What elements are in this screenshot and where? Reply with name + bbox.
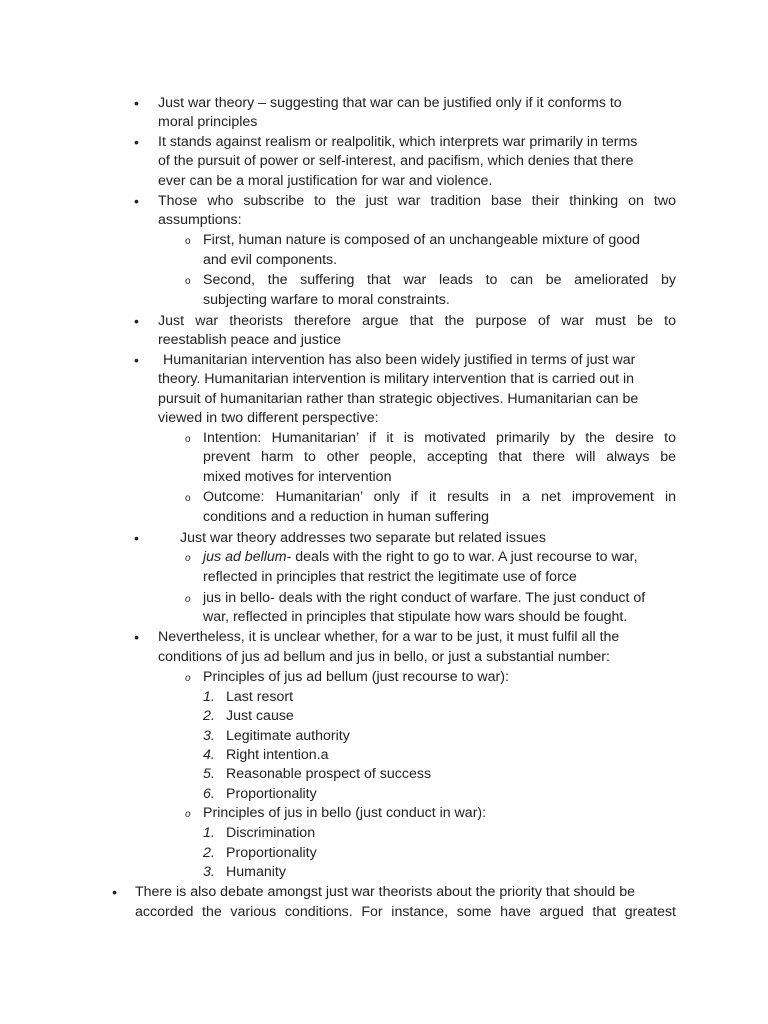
bullet-5-sub-2-line-2: conditions and a reduction in human suffering [203,509,490,525]
bullet-marker: • [134,530,139,546]
bullet-5-line-4: viewed in two different perspective: [158,410,379,426]
bullet-1-line-2: moral principles [158,114,258,130]
sub-bullet-marker: o [185,236,191,247]
bullet-5-sub-1-line-1: Intention: Humanitarian’ if it is motivated primarily by the desire to [203,430,676,446]
bullet-6-line-1: Just war theory addresses two separate but related issues [180,530,546,546]
list-number: 5. [203,766,215,782]
list-item: Discrimination [226,825,316,841]
bullet-marker: • [134,313,139,329]
bullet-8-line-2: accorded the various conditions. For instance, some have argued that greatest [135,904,676,920]
list-number: 4. [203,747,215,763]
list-number: 2. [203,708,215,724]
sub-bullet-marker: o [185,276,191,287]
bullet-marker: • [134,95,139,111]
list-number: 1. [203,689,215,705]
bullet-marker: • [112,884,117,900]
bullet-5-sub-2-line-1: Outcome: Humanitarian’ only if it results in a net improvement in [203,489,676,505]
list-item: Reasonable prospect of success [226,766,432,782]
jus-in-bello-label: Principles of jus in bello (just conduct in war): [203,805,487,821]
sub-bullet-marker: o [185,594,191,605]
bullet-4-line-2: reestablish peace and justice [158,332,341,348]
bullet-3-sub-1-line-2: and evil components. [203,252,338,268]
bullet-3-sub-2-line-1: Second, the suffering that war leads to can be ameliorated by [203,272,676,288]
bullet-3-line-2: assumptions: [158,212,242,228]
list-number: 3. [203,864,215,880]
bullet-marker: • [134,352,139,368]
bullet-6-sub-1-rest: - deals with the right to go to war. A just recourse to war, [286,549,638,565]
bullet-5-line-1: Humanitarian intervention has also been widely justified in terms of just war [163,352,636,368]
list-item: Last resort [226,689,294,705]
list-number: 1. [203,825,215,841]
list-number: 6. [203,786,215,802]
list-item: Legitimate authority [226,728,350,744]
bullet-1-line-1: Just war theory – suggesting that war can be justified only if it conforms to [158,95,622,111]
term-jus-ad-bellum: jus ad bellum [203,549,287,565]
bullet-6-sub-1-line-2: reflected in principles that restrict the legitimate use of force [203,569,577,585]
list-item: Just cause [226,708,294,724]
sub-bullet-marker: o [185,673,191,684]
bullet-5-sub-1-line-3: mixed motives for intervention [203,469,392,485]
bullet-6-sub-2-line-2: war, reflected in principles that stipulate how wars should be fought. [203,609,628,625]
bullet-4-line-1: Just war theorists therefore argue that the purpose of war must be to [158,313,676,329]
bullet-marker: • [134,193,139,209]
jus-ad-bellum-label: Principles of jus ad bellum (just recourse to war): [203,669,509,685]
bullet-marker: • [134,629,139,645]
sub-bullet-marker: o [185,434,191,445]
bullet-7-line-2: conditions of jus ad bellum and jus in bello, or just a substantial number: [158,649,610,665]
list-item: Right intention.a [226,747,329,763]
list-item: Proportionality [226,845,317,861]
bullet-3-sub-1-line-1: First, human nature is composed of an unchangeable mixture of good [203,232,640,248]
bullet-3-line-1: Those who subscribe to the just war tradition base their thinking on two [158,193,676,209]
bullet-2-line-2: of the pursuit of power or self-interest, and pacifism, which denies that there [158,153,634,169]
list-number: 3. [203,728,215,744]
bullet-7-line-1: Nevertheless, it is unclear whether, for a war to be just, it must fulfil all the [158,629,620,645]
bullet-6-sub-1-line-1 [203,548,638,567]
bullet-5-line-2: theory. Humanitarian intervention is military intervention that is carried out in [158,371,635,387]
bullet-marker: • [134,134,139,150]
bullet-2-line-3: ever can be a moral justification for war and violence. [158,173,493,189]
bullet-5-line-3: pursuit of humanitarian rather than strategic objectives. Humanitarian can be [158,391,639,407]
bullet-6-sub-2-line-1: jus in bello- deals with the right conduct of warfare. The just conduct of [203,590,646,606]
sub-bullet-marker: o [185,493,191,504]
bullet-8-line-1: There is also debate amongst just war theorists about the priority that should be [135,884,635,900]
list-item: Humanity [226,864,286,880]
bullet-3-sub-2-line-2: subjecting warfare to moral constraints. [203,292,450,308]
sub-bullet-marker: o [185,809,191,820]
list-item: Proportionality [226,786,317,802]
list-number: 2. [203,845,215,861]
sub-bullet-marker: o [185,553,191,564]
bullet-2-line-1: It stands against realism or realpolitik, which interprets war primarily in terms [158,134,638,150]
bullet-5-sub-1-line-2: prevent harm to other people, accepting that there will always be [203,449,676,465]
